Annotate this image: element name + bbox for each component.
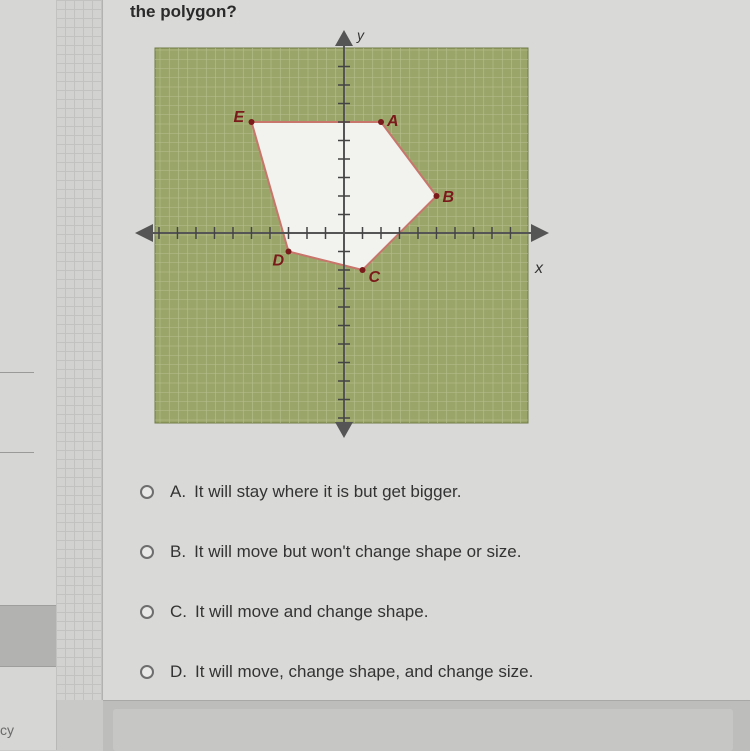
footer-bar: [103, 700, 750, 751]
radio-button[interactable]: [140, 485, 154, 499]
choice-letter: D.: [170, 662, 187, 681]
question-panel: [103, 0, 750, 700]
choice-text: It will move but won't change shape or size.: [194, 542, 522, 561]
choice-a[interactable]: [140, 478, 533, 506]
x-axis-left-arrow: [135, 224, 153, 242]
vertex-label: A: [387, 113, 399, 130]
choice-text: It will move, change shape, and change size.: [195, 662, 534, 681]
vertex-label: C: [368, 269, 381, 286]
choice-letter: A.: [170, 482, 187, 501]
choice-c[interactable]: [140, 598, 533, 626]
choice-text: It will stay where it is but get bigger.: [194, 482, 462, 501]
x-axis-label: x: [535, 260, 543, 277]
sidebar-text-fragment: cy: [0, 722, 14, 738]
vertex-point: [378, 119, 384, 125]
vertex-label: E: [233, 109, 245, 126]
choice-letter: C.: [170, 602, 187, 621]
choice-letter: B.: [170, 542, 187, 561]
choice-b[interactable]: [140, 538, 533, 566]
footer-panel: [113, 709, 733, 751]
left-panel: [0, 0, 57, 750]
answer-choices: [140, 478, 533, 718]
radio-button[interactable]: [140, 545, 154, 559]
y-axis-top-arrow: [335, 30, 353, 46]
vertex-point: [434, 193, 440, 199]
x-axis-right-arrow: [531, 224, 549, 242]
y-axis-bottom-arrow: [335, 422, 353, 438]
coordinate-graph: [133, 30, 573, 450]
scratch-grid: [56, 0, 103, 700]
choice-text: It will move and change shape.: [195, 602, 429, 621]
vertex-label: D: [272, 252, 285, 270]
question-text: the polygon?: [130, 2, 237, 21]
y-axis-label: y: [357, 30, 364, 43]
vertex-point: [286, 249, 292, 255]
radio-button[interactable]: [140, 665, 154, 679]
vertex-label: B: [442, 189, 455, 206]
divider: [0, 372, 34, 373]
sidebar-block[interactable]: [0, 605, 56, 667]
radio-button[interactable]: [140, 605, 154, 619]
choice-d[interactable]: [140, 658, 533, 686]
divider: [0, 452, 34, 453]
vertex-point: [249, 119, 255, 125]
vertex-point: [360, 267, 366, 273]
